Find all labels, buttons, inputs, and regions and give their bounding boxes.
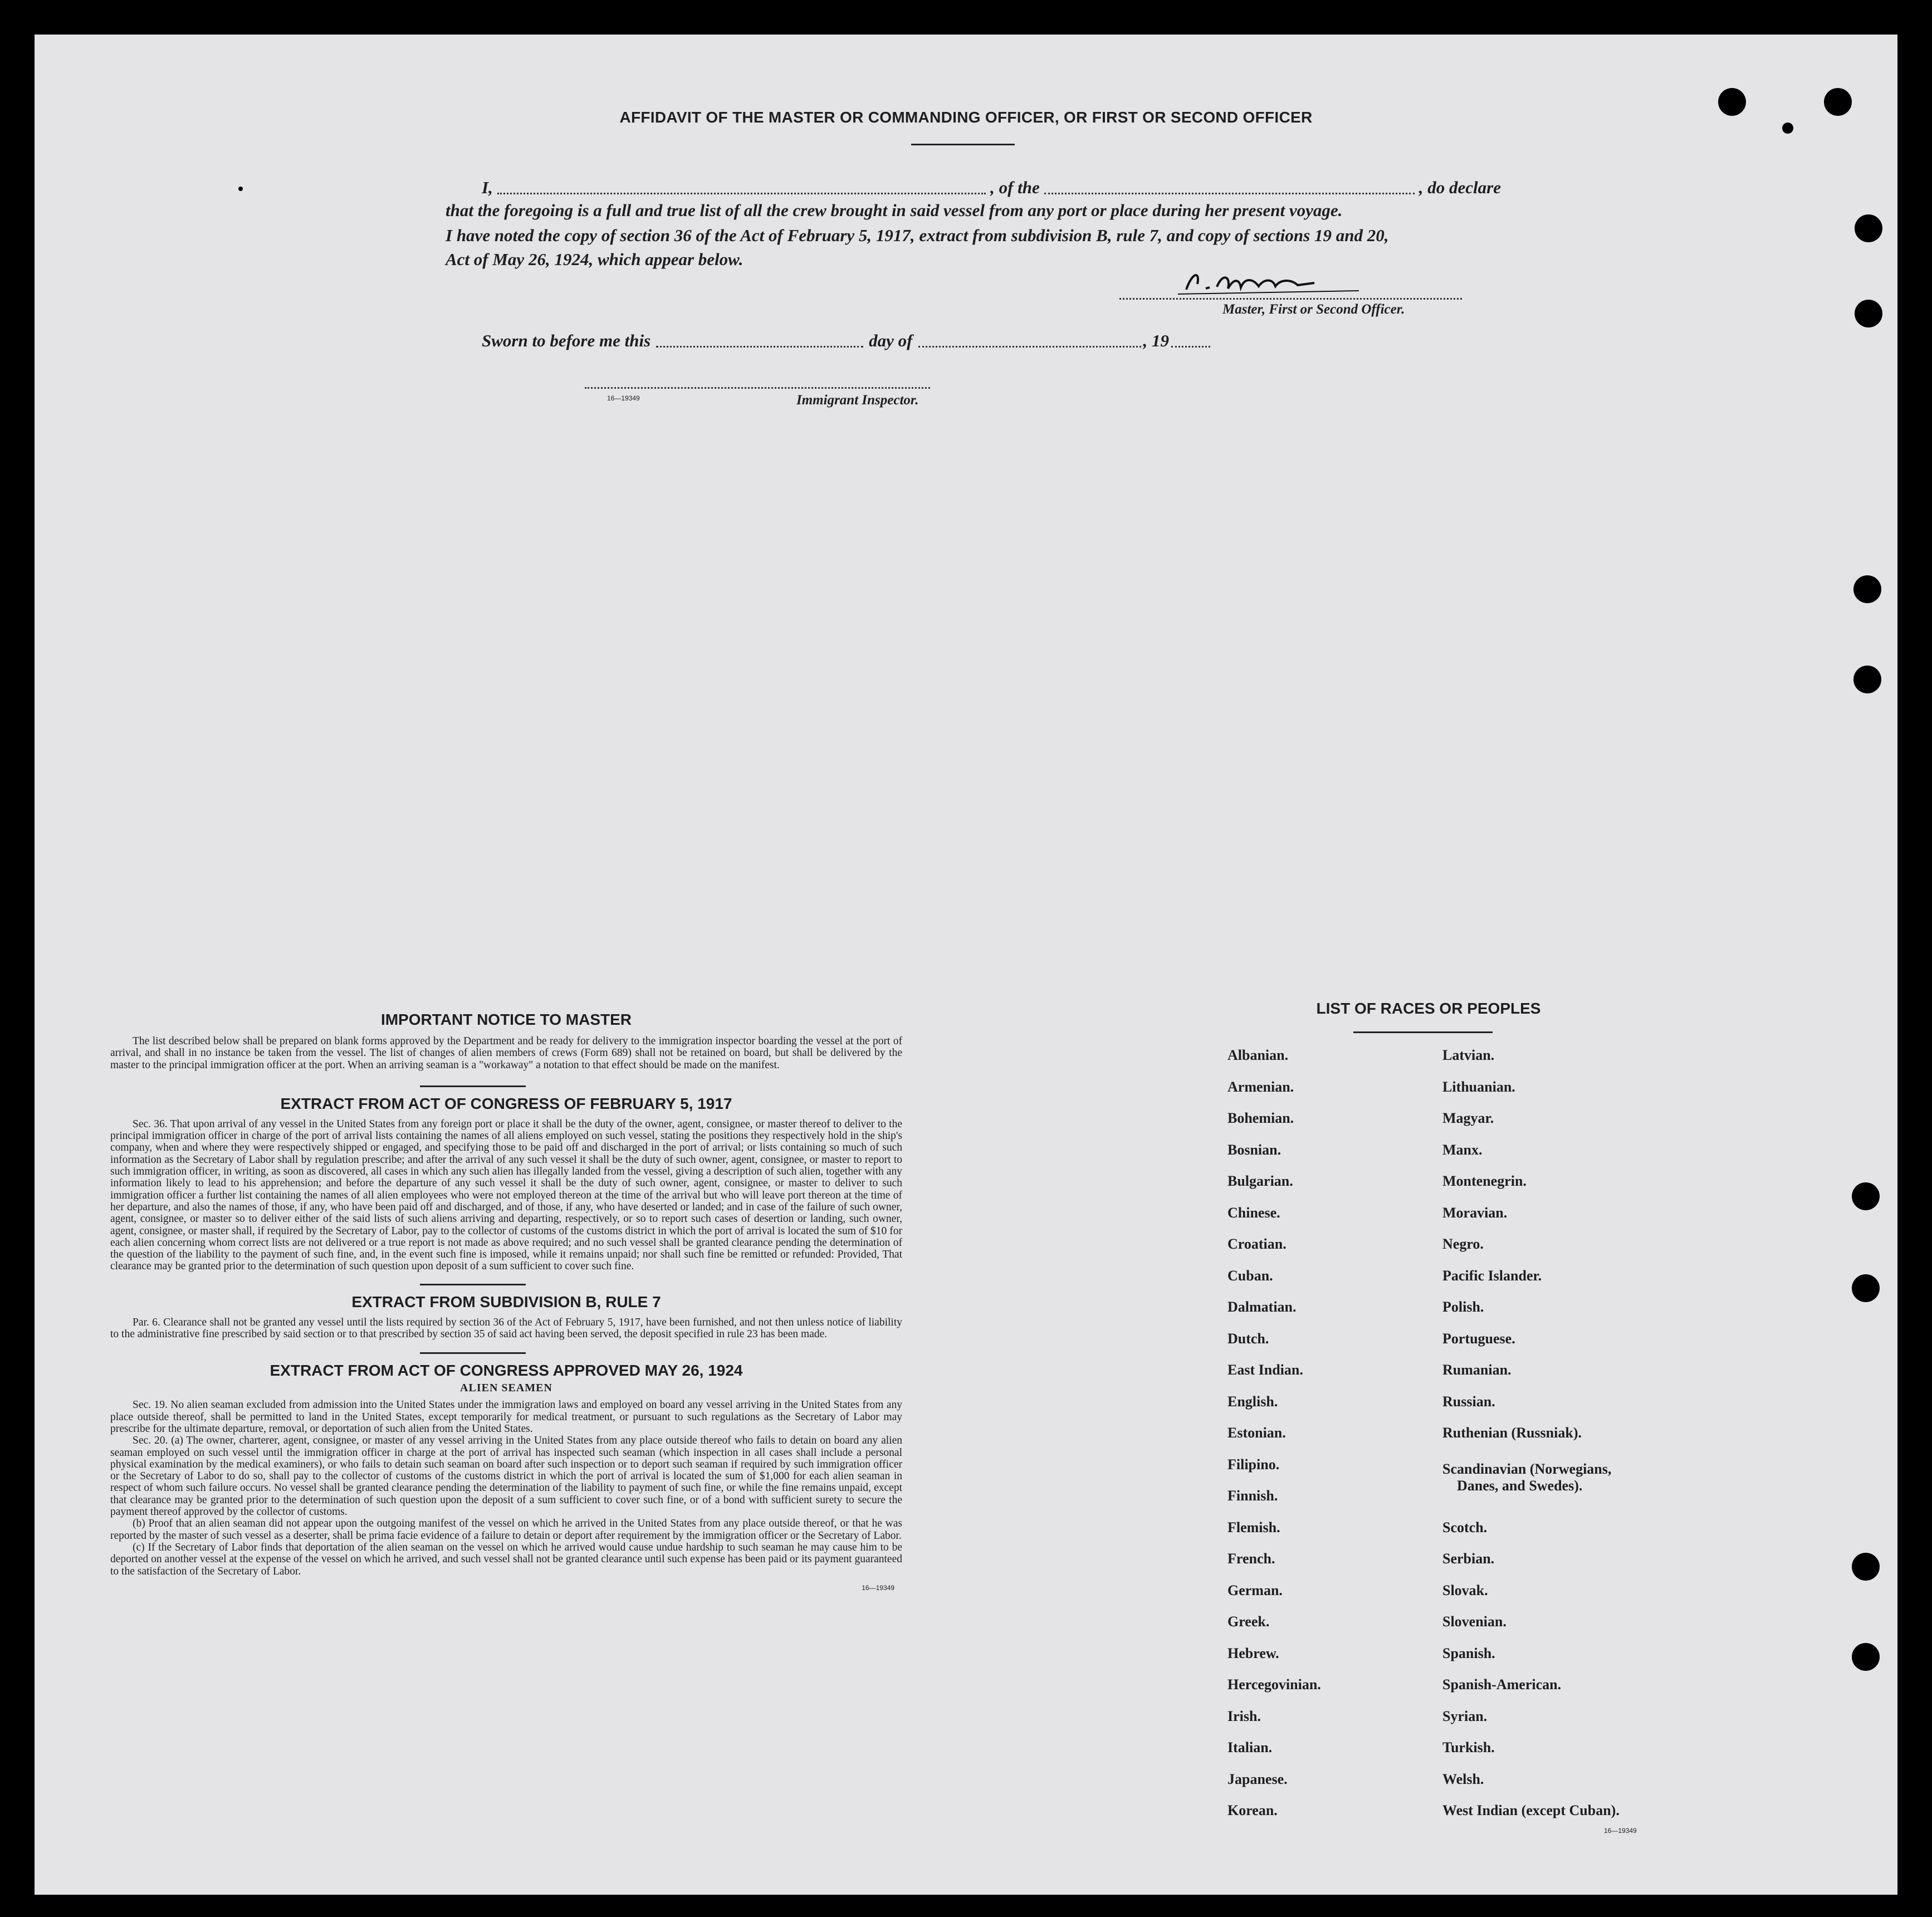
race-item: West Indian (except Cuban). [1442,1802,1620,1818]
race-item: Manx. [1442,1141,1483,1158]
inspector-signature-line[interactable] [585,387,930,389]
race-item: East Indian. [1227,1362,1303,1378]
race-item: Scotch. [1442,1519,1488,1535]
sec20c-body: (c) If the Secretary of Labor finds that deportation of the alien seaman on the vessel on which he arrived would cause undue hardship to such seaman he may cause him to be deported on another vessel at the expense of the vessel on which he arrived, and such vessel shall not be granted clearance until such expense has been paid or its payment guaranteed to the satisfaction of the Secretary of Labor. [110,1541,902,1577]
race-item: Italian. [1227,1739,1273,1755]
declaration-line-2: that the foregoing is a full and true list of all the crew brought in said vessel from any port or place during her present voyage. [446,200,1343,220]
year-label: , 19 [1143,331,1169,350]
race-item: Albanian. [1227,1047,1289,1063]
punch-hole [1852,1274,1880,1302]
race-item: Turkish. [1442,1739,1495,1755]
race-item: Spanish-American. [1442,1676,1562,1693]
race-item: Ruthenian (Russniak). [1442,1425,1582,1441]
sec19-body: Sec. 19. No alien seaman excluded from admission into the United States under the immigration laws and employed on board any vessel arriving in the United States from any place outside thereof, shall be permitted to land in the United States, except temporarily for medical treatment, or pursuant to such regulations as the Secretary of Labor may prescribe for the ultimate departure, removal, or deportation of such alien from the United States. [110,1399,902,1435]
punch-hole [1852,1553,1880,1581]
title-rule [911,144,1015,145]
scandinavian-line-2: Danes, and Swedes). [1457,1477,1583,1494]
race-item: Greek. [1227,1613,1270,1630]
day-of-label: day of [869,331,913,350]
officer-signature-line[interactable] [1119,298,1462,300]
punch-hole [1855,300,1882,327]
declaration-line-1 [482,175,1501,198]
alien-seamen-subtitle: ALIEN SEAMEN [460,1382,552,1395]
race-item: English. [1227,1393,1278,1410]
sworn-line [482,329,1239,351]
declaration-line-3: I have noted the copy of section 36 of the Act of February 5, 1917, extract from subdivision B, rule 7, and copy of sections 19 and 20, [446,226,1389,245]
race-item: Syrian. [1442,1708,1488,1724]
race-item: German. [1227,1582,1283,1598]
extract-1917-body: Sec. 36. That upon arrival of any vessel in the United States from any foreign port or place it shall be the duty of the owner, agent, consignee, or master thereof to deliver to the principal immigration officer in charge of the port of arrival lists containing the names of all aliens employed on such vessel, stating the positions they respectively hold in the ship's company, when and where they were respectively shipped or engaged, and specifying those to be paid off and discharged in the port of arrival; or lists containing so much of such information as the Secretary of Labor shall by regulation prescribe; and after the arrival of any such vessel it shall be the duty of such owner, agent, consignee, or master to report to such immigration officer, in writing, as soon as discovered, all cases in which any such alien has illegally landed from the vessel, giving a description of such alien, together with any information likely to lead to his apprehension; and before the departure of any such vessel it shall be the duty of such owner, agent, consignee, or master to deliver to such immigration officer a further list containing the names of all alien employees who were not employed thereon at the time of the arrival but who will leave port thereon at the time of her departure, and also the names of those, if any, who have been paid off and discharged, and of those, if any, who have deserted or landed; and in case of the failure of such owner, agent, consignee, or master so to deliver either of the said lists of such aliens arriving and departing, respectively, or so to report such cases of desertion or landing, such owner, agent, consignee, or master shall, if required by the Secretary of Labor, pay to the collector of customs of the customs district in which the port of arrival is located the sum of $10 for each alien concerning whom correct lists are not delivered or a true report is not made as above required; and no such vessel shall be granted clearance pending the determination of the question of the liability to the payment of such fine, and, in the event such fine is imposed, while it remains unpaid; nor shall such fine be remitted or refunded: Provided, That clearance may be granted prior to the determination of such question upon deposit of a sum sufficient to cover such fine. [110,1118,902,1273]
sworn-day-field[interactable] [656,345,863,348]
race-item: Irish. [1227,1708,1261,1724]
ink-speck [238,187,243,191]
race-item: Moravian. [1442,1204,1508,1221]
punch-hole [1855,214,1882,242]
sworn-year-field[interactable] [1171,345,1210,348]
sworn-month-field[interactable] [918,345,1141,348]
race-item: Spanish. [1442,1645,1495,1661]
form-number: 16—19349 [607,394,640,402]
race-item: Korean. [1227,1802,1278,1818]
race-item: Polish. [1442,1299,1484,1315]
sec20b-body: (b) Proof that an alien seaman did not appear upon the outgoing manifest of the vessel on which he arrived in the United States from any place outside thereof, or that he was reported by the master of such vessel as a deserter, shall be prima facie evidence of a failure to detain or deport after requirement by the immigration officer or the Secretary of Labor. [110,1518,902,1542]
race-item: Hercegovinian. [1227,1676,1321,1693]
race-item: Cuban. [1227,1267,1273,1284]
notice-title: IMPORTANT NOTICE TO MASTER [380,1011,632,1028]
race-item: Japanese. [1227,1771,1288,1787]
notices-column [110,1011,902,1592]
form-number: 16—19349 [862,1583,894,1592]
race-item: Bulgarian. [1227,1173,1293,1189]
races-right-column [1442,1047,1620,1834]
declaration-line-4: Act of May 26, 1924, which appear below. [446,250,744,269]
race-item: Bosnian. [1227,1141,1282,1158]
race-item-scandinavian [1442,1456,1620,1519]
race-item: Magyar. [1442,1110,1494,1126]
race-item: Estonian. [1227,1425,1286,1441]
section-rule [420,1085,526,1087]
race-item: Lithuanian. [1442,1078,1515,1095]
race-item: Chinese. [1227,1204,1280,1221]
vessel-name-field[interactable] [1044,192,1415,194]
sec20a-body: Sec. 20. (a) The owner, charterer, agent, consignee, or master of any vessel arriving in the United States from any place outside thereof who fails to detain on board any alien seaman employed on such vessel until the immigration officer in charge at the port of arrival has inspected such seaman (which inspection in all cases shall include a personal physical examination by the medical examiners), or who fails to detain such seaman on board after such inspection or to deport such seaman if required by such immigration officer or the Secretary of Labor to do so, shall pay to the collector of customs of the customs district in which the port of arrival is located the sum of $1,000 for each alien seaman in respect of whom such failure occurs. No vessel shall be granted clearance pending the determination of the liability to payment of such fine, or while the fine remains unpaid, except that clearance may be granted prior to the determination of such question upon the deposit of a sum sufficient to cover such fine, or of a bond with sufficient surety to secure the payment thereof approved by the collector of customs. [110,1435,902,1518]
race-item: Armenian. [1227,1078,1294,1095]
races-title-rule [1353,1031,1493,1033]
section-rule [420,1284,526,1285]
punch-hole [1853,575,1881,603]
subdivision-b-title: EXTRACT FROM SUBDIVISION B, RULE 7 [351,1293,661,1310]
race-item: Filipino. [1227,1456,1280,1473]
race-item: Croatian. [1227,1236,1287,1252]
race-item: Montenegrin. [1442,1173,1527,1189]
race-item: Slovenian. [1442,1613,1507,1630]
affidavit-title: AFFIDAVIT OF THE MASTER OR COMMANDING OFFICER, OR FIRST OR SECOND OFFICER [619,109,1313,126]
race-item: Portuguese. [1442,1330,1515,1347]
extract-1924-title: EXTRACT FROM ACT OF CONGRESS APPROVED MAY 26, 1924 [270,1362,743,1380]
subdivision-b-body: Par. 6. Clearance shall not be granted any vessel until the lists required by section 36 of the Act of February 5, 1917, have been furnished, and not then unless notice of liability to the administrative fine prescribed by said section or to that prescribed by section 35 of said act having been served, the deposit specified in rule 23 has been made. [110,1316,902,1341]
race-item: Flemish. [1227,1519,1280,1535]
race-item: Slovak. [1442,1582,1488,1598]
punch-hole [1852,1643,1880,1671]
race-item: Welsh. [1442,1771,1484,1787]
race-item: Finnish. [1227,1488,1278,1504]
races-title: LIST OF RACES OR PEOPLES [1316,1000,1541,1017]
race-item: Rumanian. [1442,1362,1512,1378]
race-item: French. [1227,1551,1275,1567]
race-item: Dalmatian. [1227,1299,1297,1315]
races-left-column [1227,1047,1321,1834]
race-item: Latvian. [1442,1047,1495,1063]
race-item: Dutch. [1227,1330,1269,1347]
officer-label: Master, First or Second Officer. [1222,302,1405,317]
punch-hole [1853,666,1881,693]
of-the-label: , of the [990,178,1040,197]
race-item: Serbian. [1442,1551,1495,1567]
punch-hole [1852,1182,1880,1210]
form-number: 16—19349 [1604,1827,1637,1835]
sworn-label: Sworn to before me this [482,331,651,350]
scandinavian-line-1: Scandinavian (Norwegians, [1442,1460,1612,1477]
race-item: Bohemian. [1227,1110,1294,1126]
race-item: Russian. [1442,1393,1495,1410]
race-item: Negro. [1442,1236,1484,1252]
notice-body: The list described below shall be prepared on blank forms approved by the Department and be ready for delivery to the immigration inspector boarding the vessel at the port of arrival, and shall in no instance be taken from the vessel. The list of changes of alien members of crews (Form 689) shall not be retained on board, but shall be delivered by the master to the principal immigration officer at the port. When an arriving seaman is a "workaway" a notation to that effect should be made on the manifest. [110,1035,902,1071]
race-item: Hebrew. [1227,1645,1279,1661]
officer-name-field[interactable] [497,192,986,194]
do-declare-label: , do declare [1419,178,1501,197]
officer-signature [1175,262,1364,301]
inspector-label: Immigrant Inspector. [796,393,919,408]
race-item: Pacific Islander. [1442,1267,1542,1284]
section-rule [420,1352,526,1354]
extract-1917-title: EXTRACT FROM ACT OF CONGRESS OF FEBRUARY 5, 1917 [280,1094,732,1112]
i-label: I, [482,178,493,197]
